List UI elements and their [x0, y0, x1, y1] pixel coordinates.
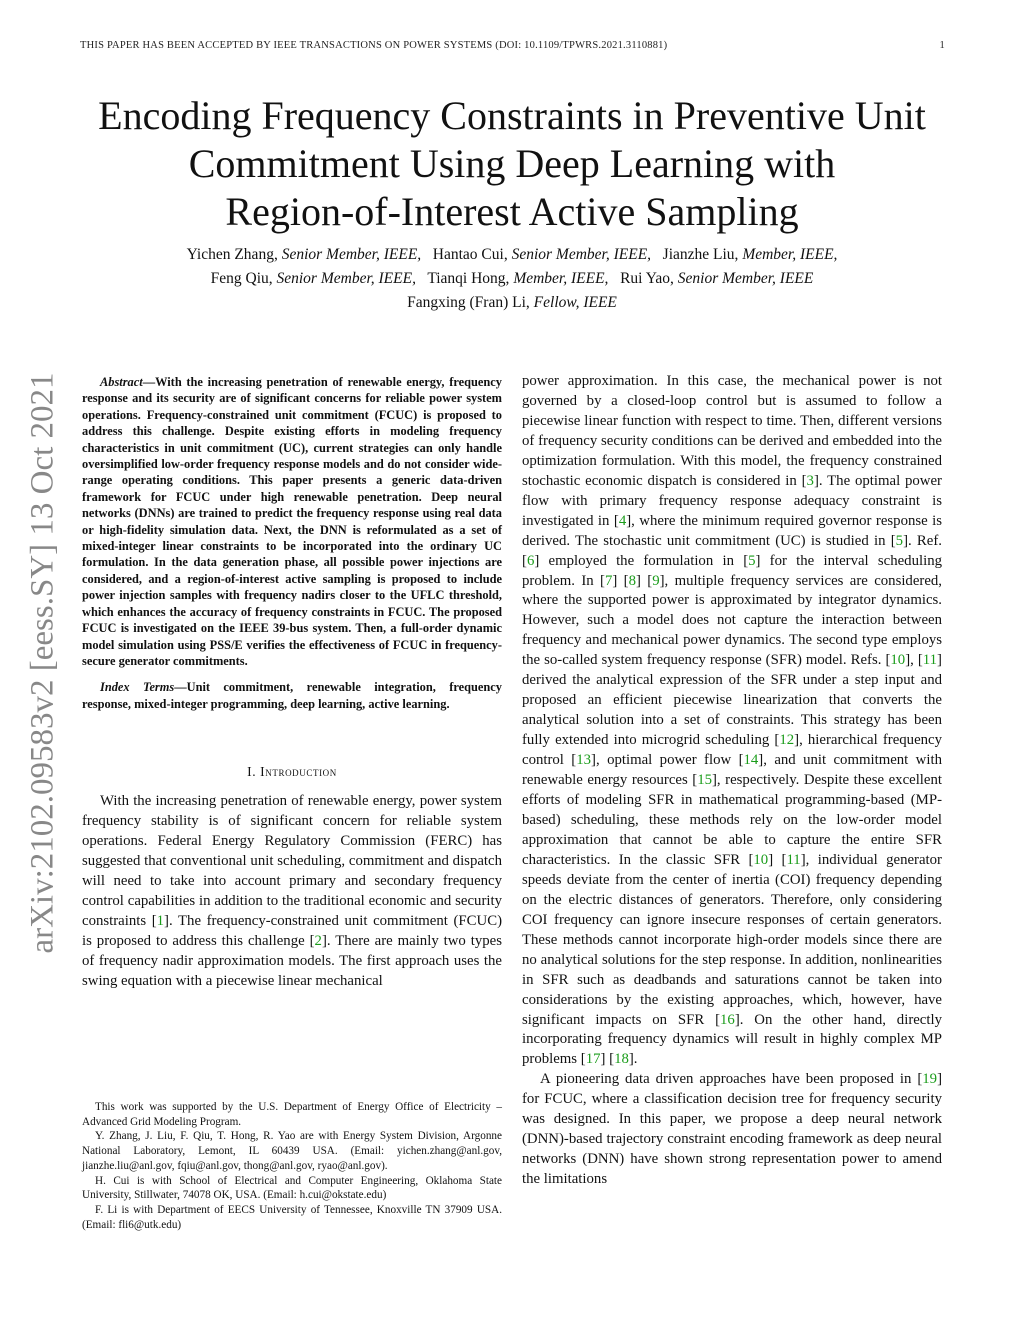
citation-link[interactable]: 17	[585, 1051, 601, 1068]
index-terms-label: Index Terms	[100, 680, 175, 695]
running-head-text: THIS PAPER HAS BEEN ACCEPTED BY IEEE TRANSACTIONS ON POWER SYSTEMS (DOI: 10.1109/TPWRS.2021.3110881)	[80, 40, 668, 51]
citation-link[interactable]: 5	[895, 532, 904, 549]
body-text: ] [	[600, 1051, 615, 1068]
author-line-1	[60, 243, 964, 267]
author-list	[60, 243, 964, 315]
citation-link[interactable]: 12	[779, 732, 795, 749]
body-text: ] for FCUC, where a classification decision tree for frequency security was designed. In this paper, we propose a deep neural network (DNN)-based trajectory constraint encoding framework as deep neural networks (DNN) have shown strong representation power to amend the limitations	[522, 1071, 942, 1188]
citation-link[interactable]: 18	[614, 1051, 629, 1068]
author-role: Senior Member, IEEE,	[276, 270, 416, 287]
author-line-3	[60, 291, 964, 315]
author-role: Senior Member, IEEE	[677, 270, 814, 287]
citation-link[interactable]: 2	[314, 932, 322, 949]
footnote-affiliation-anl: Y. Zhang, J. Liu, F. Qiu, T. Hong, R. Yao are with Energy System Division, Argonne National Laboratory, Lemont, IL 60439 USA. (Email: yichen.zhang@anl.gov, jianzhe.liu@anl.gov, fqiu@anl.gov, thong@anl.gov, ryao@anl.gov).	[82, 1130, 502, 1172]
citation-link[interactable]: 15	[697, 772, 712, 789]
citation-link[interactable]: 10	[753, 851, 769, 868]
abstract-label: Abstract	[100, 375, 143, 389]
footnotes	[82, 1100, 502, 1232]
intro-text: ]. The frequency-constrained unit commitment (FCUC) is proposed to address this challenge [	[82, 912, 502, 949]
citation-link[interactable]: 19	[922, 1071, 938, 1088]
section-heading-introduction: I. Introduction	[247, 764, 337, 780]
author-role: Senior Member, IEEE,	[511, 246, 652, 263]
citation-link[interactable]: 11	[786, 851, 801, 868]
body-text: ], [	[905, 652, 923, 669]
paper-title	[60, 92, 964, 236]
citation-link[interactable]: 3	[806, 472, 814, 489]
author-name: Yichen Zhang,	[186, 246, 278, 263]
author-role: Member, IEEE,	[742, 246, 838, 263]
citation-link[interactable]: 5	[748, 552, 756, 569]
page-number: 1	[939, 40, 945, 51]
body-text: ], multiple frequency services are considered, where the supported power is approximated by integrator dynamics. However, such a model does not capture the interaction between frequency and mechanical power dynamics. The second type employs the so-called system frequency response (SFR) model. Refs. [	[522, 572, 942, 669]
body-text: ]. On the other hand, directly incorporating frequency dynamics will result in highly complex MP problems [	[522, 1011, 942, 1068]
author-line-2	[60, 267, 964, 291]
body-text: ]. Ref. [	[522, 532, 942, 569]
title-line-2: Commitment Using Deep Learning with	[188, 141, 836, 186]
arxiv-stamp	[12, 350, 74, 975]
intro-paragraph-1-continued	[522, 372, 942, 1070]
body-text: ] [	[612, 572, 629, 589]
body-text: ]. The optimal power flow with primary frequency response adequacy constraint is investigated in [	[522, 472, 942, 529]
author-role: Senior Member, IEEE,	[281, 246, 422, 263]
body-text: ], and unit commitment with renewable energy resources [	[522, 752, 942, 789]
body-text: ] employed the formulation in [	[534, 552, 749, 569]
citation-link[interactable]: 16	[720, 1011, 735, 1028]
body-text: A pioneering data driven approaches have been proposed in [	[540, 1071, 923, 1088]
citation-link[interactable]: 4	[618, 512, 627, 529]
running-header	[80, 40, 945, 51]
body-text: ] derived the analytical expression of the SFR under a step input and proposed an efficient piecewise linearization that converts the analytical solution into a set of constraints. This strategy has been fully extended into microgrid scheduling [	[522, 652, 942, 749]
author-role: Member, IEEE,	[513, 270, 609, 287]
footnote-affiliation-utk: F. Li is with Department of EECS University of Tennessee, Knoxville TN 37909 USA. (Email: fli6@utk.edu)	[82, 1203, 502, 1231]
citation-link[interactable]: 11	[922, 652, 938, 669]
abstract	[82, 374, 502, 669]
author-name: Hantao Cui,	[432, 246, 508, 263]
citation-link[interactable]: 7	[604, 572, 613, 589]
citation-link[interactable]: 8	[628, 572, 636, 589]
body-text: ], respectively. Despite these excellent efforts of modeling SFR in mathematical programming-based (MP-based) scheduling, these methods rely on the low-order model approximation that cannot be able to capture the entire SFR characteristics. In the classic SFR [	[522, 772, 942, 868]
author-role: Fellow, IEEE	[533, 294, 617, 311]
body-text: ], optimal power flow [	[591, 752, 744, 769]
citation-link[interactable]: 10	[890, 652, 906, 669]
author-name: Jianzhe Liu,	[662, 246, 739, 263]
intro-paragraph-1	[82, 792, 502, 992]
right-column	[522, 372, 942, 1190]
intro-paragraph-2	[522, 1070, 942, 1190]
body-text: ], individual generator speeds deviate from the center of inertia (COI) frequency depending on the electric distances of generators. Therefore, only considering COI frequency can ignore insecure responses of certain generators. These methods cannot incorporate high-order models since there are no analytical solutions for the step response. In addition, nonlinearities in SFR such as deadbands and saturations cannot be taken into considerations by the existing approaches, which, however, have significant impacts on SFR [	[522, 851, 942, 1028]
citation-link[interactable]: 6	[526, 552, 535, 569]
arxiv-stamp-text: arXiv:2102.09583v2 [eess.SY] 13 Oct 2021	[24, 371, 61, 954]
abstract-text: —With the increasing penetration of renewable energy, frequency response and its security are of significant concerns for reliable power system operations. Frequency-constrained unit commitment (FCUC) is proposed to address this challenge. Despite existing efforts in modeling frequency characteristics in unit commitment (UC), current strategies can only handle oversimplified low-order frequency response models and do not consider wide-range operating conditions. This paper presents a generic data-driven framework for FCUC under high renewable penetration. Deep neural networks (DNNs) are trained to predict the frequency response using real data or high-fidelity simulation data. Next, the DNN is reformulated as a set of mixed-integer linear constraints to be incorporated into the ordinary UC formulation. In the data generation phase, all possible power injections are considered, and a region-of-interest active sampling is proposed to include power injection samples with frequency nadirs closer to the UFLC threshold, which enhances the accuracy of frequency constraints in FCUC. The proposed FCUC is investigated on the IEEE 39-bus system. Then, a full-order dynamic model simulation using PSS/E verifies the effectiveness of FCUC in frequency-secure generator commitments.	[82, 375, 502, 668]
body-text: ] [	[768, 851, 787, 868]
title-line-3: Region-of-Interest Active Sampling	[225, 189, 799, 234]
index-terms-text: —Unit commitment, renewable integration, frequency response, mixed-integer programming, deep learning, active learning.	[82, 680, 503, 711]
citation-link[interactable]: 1	[156, 912, 165, 929]
body-text: ], hierarchical frequency control [	[522, 732, 942, 769]
author-name: Tianqi Hong,	[427, 270, 510, 287]
intro-text: ]. There are mainly two types of frequency nadir approximation models. The first approach uses the swing equation with a piecewise linear mechanical	[82, 932, 502, 989]
left-column	[82, 374, 502, 992]
body-text: ].	[628, 1051, 638, 1068]
index-terms	[82, 679, 502, 712]
footnote-funding: This work was supported by the U.S. Department of Energy Office of Electricity – Advanced Grid Modeling Program.	[82, 1101, 502, 1128]
body-text: ] for the interval scheduling problem. In [	[522, 552, 942, 589]
body-text: ] [	[636, 572, 653, 589]
body-text: ], where the minimum required governor response is derived. The stochastic unit commitment (UC) is studied in [	[522, 512, 942, 549]
citation-link[interactable]: 13	[576, 752, 592, 769]
body-text: power approximation. In this case, the mechanical power is not governed by a closed-loop control but is assumed to follow a piecewise linear function with respect to time. Then, different versions of frequency security conditions can be derived and embedded into the optimization formulation. With this model, the frequency constrained stochastic economic dispatch is considered in [	[522, 373, 942, 489]
citation-link[interactable]: 9	[652, 572, 660, 589]
author-name: Rui Yao,	[620, 270, 674, 287]
author-name: Fangxing (Fran) Li,	[407, 294, 530, 311]
citation-link[interactable]: 14	[743, 752, 759, 769]
title-line-1: Encoding Frequency Constraints in Preventive Unit	[98, 93, 926, 138]
intro-text: With the increasing penetration of renewable energy, power system frequency stability is of significant concern for reliable system operations. Federal Energy Regulatory Commission (FERC) has suggested that conventional unit scheduling, commitment and dispatch will need to take into account primary and secondary frequency control capabilities in addition to the traditional economic and security constraints [	[82, 793, 502, 929]
footnote-affiliation-okstate: H. Cui is with School of Electrical and Computer Engineering, Oklahoma State University, Stillwater, 74078 OK, USA. (Email: h.cui@okstate.edu)	[82, 1174, 502, 1202]
author-name: Feng Qiu,	[210, 270, 273, 287]
